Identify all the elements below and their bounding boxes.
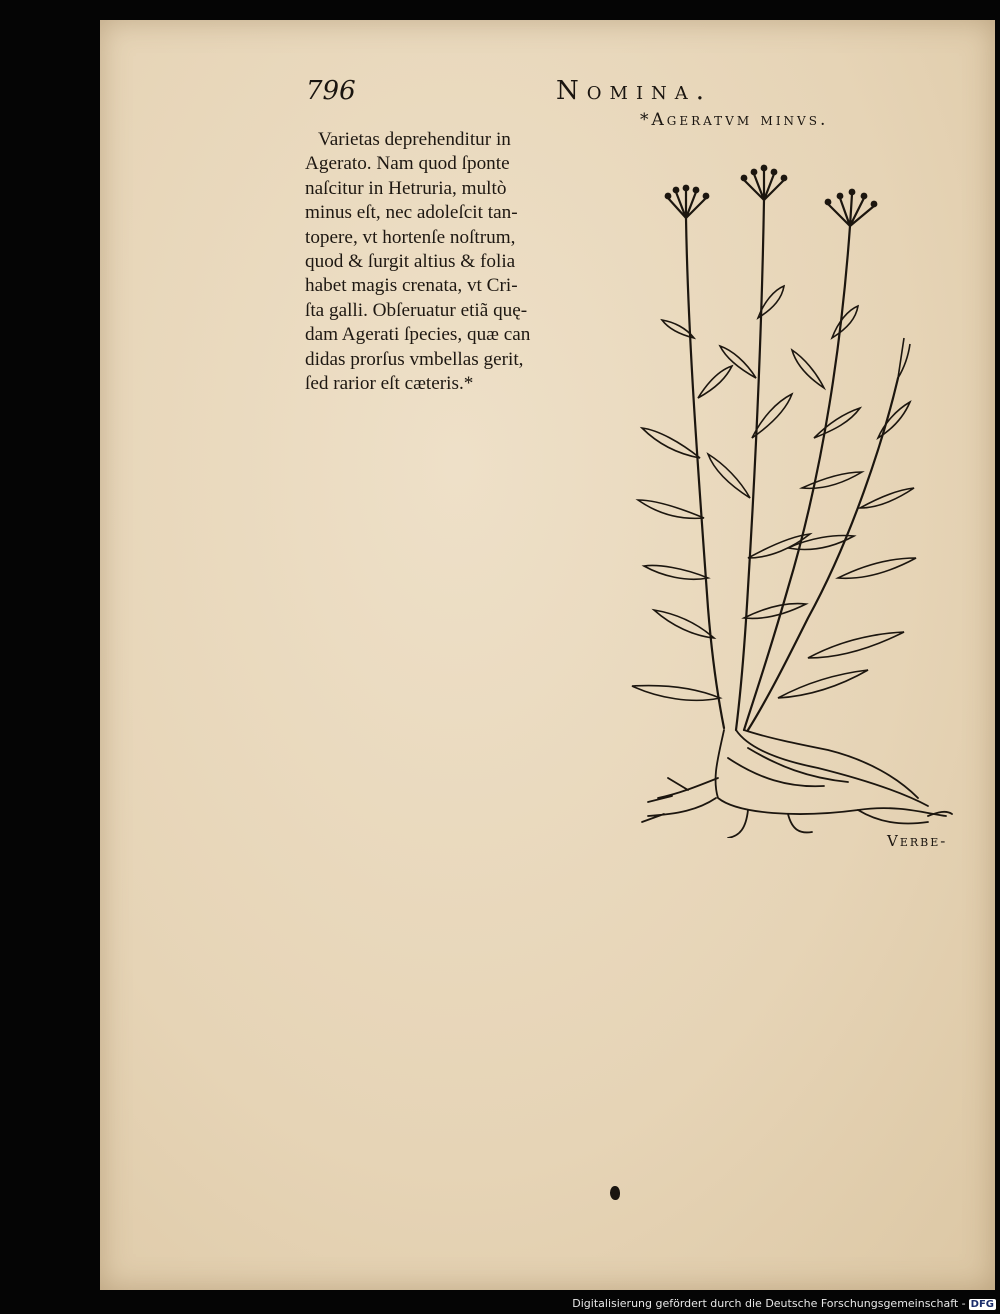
text-line: minus eſt, nec adoleſcit tan- (305, 202, 518, 224)
text-line: topere, vt hortenſe noſtrum, (305, 226, 516, 248)
botanical-woodcut-ageratum-icon (628, 138, 968, 838)
text-line: dam Agerati ſpecies, quæ can (305, 324, 531, 346)
credit-text: Digitalisierung gefördert durch die Deutsche Forschungsgemeinschaft - (572, 1297, 966, 1310)
digitization-credit (572, 1297, 996, 1310)
text-line: habet magis crenata, vt Cri- (305, 275, 518, 297)
text-line: Agerato. Nam quod ſponte (305, 153, 510, 175)
ink-spot (610, 1186, 620, 1200)
figure-caption: *Ageratvm minvs. (640, 110, 829, 130)
text-line: naſcitur in Hetruria, multò (305, 177, 507, 199)
text-line: ſta galli. Obſeruatur etiã quę- (305, 299, 528, 321)
book-page (100, 20, 995, 1290)
text-line: quod & ſurgit altius & folia (305, 251, 516, 273)
body-text (305, 128, 567, 396)
page-number: 796 (306, 76, 356, 106)
dfg-logo: DFG (970, 1299, 994, 1310)
text-line: didas prorſus vmbellas gerit, (305, 348, 524, 370)
text-line: Varietas deprehenditur in (318, 129, 511, 150)
text-line: ſed rarior eſt cæteris.* (305, 373, 474, 395)
running-head: Nomina. (556, 76, 713, 106)
catchword: Verbe- (887, 832, 948, 850)
